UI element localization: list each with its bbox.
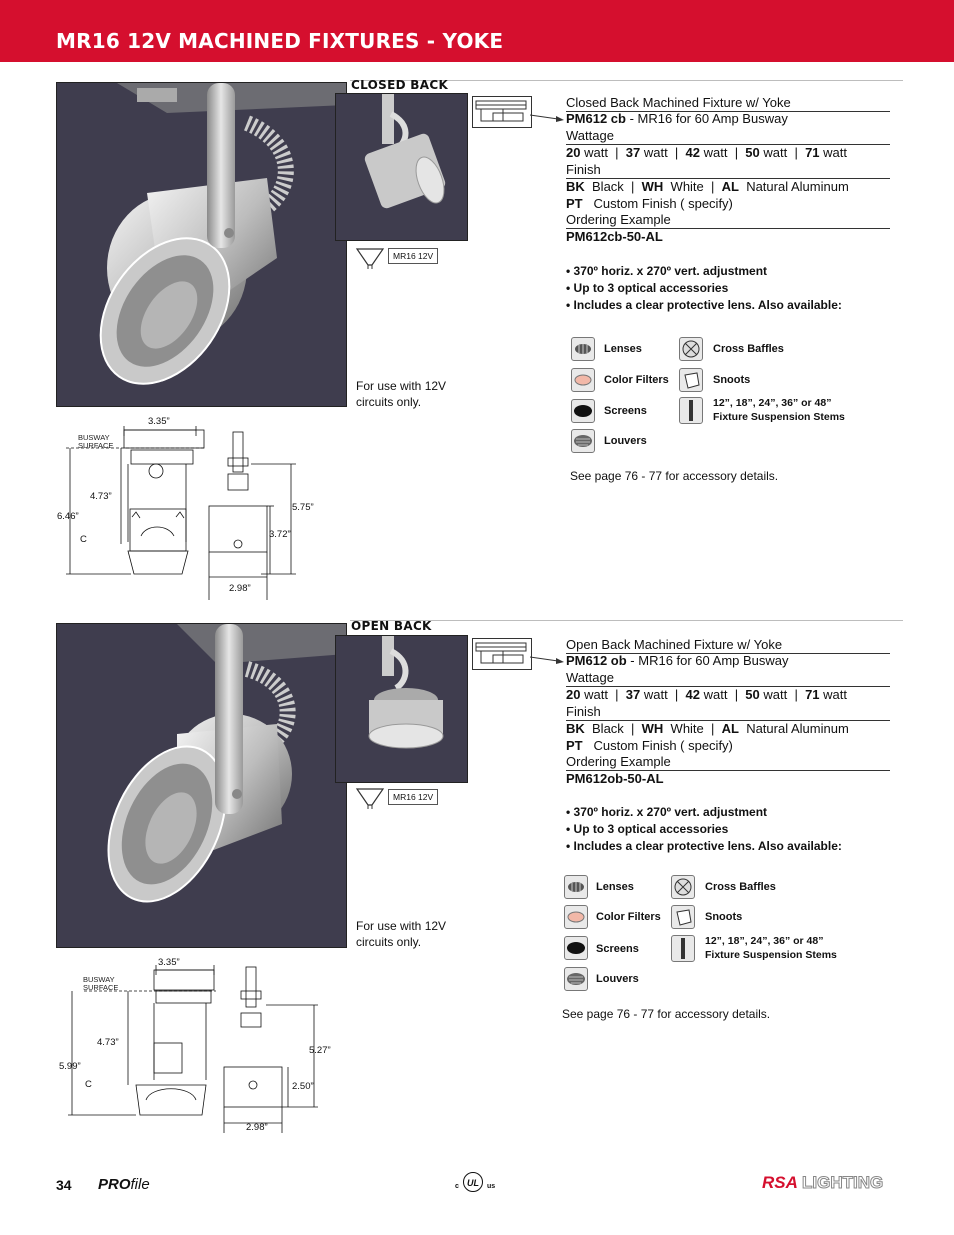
- finish-label: Finish: [566, 704, 890, 721]
- model-line: [566, 111, 890, 127]
- accessory-label-color-filters: Color Filters: [596, 911, 661, 923]
- wattage-value: 37: [625, 687, 641, 702]
- watt-unit: watt: [584, 687, 608, 702]
- stems-line: Fixture Suspension Stems: [713, 411, 845, 423]
- ul-c: c: [455, 1183, 459, 1190]
- snoot-icon: [679, 368, 703, 392]
- finish-name: White: [670, 179, 704, 194]
- page-header: [0, 0, 954, 62]
- finish-name: Natural Aluminum: [746, 179, 849, 194]
- centerline-mark: C: [80, 534, 87, 545]
- track-adapter-icon: [472, 638, 532, 670]
- rsa-lighting-logo: [762, 1173, 883, 1193]
- finish-name: Black: [592, 179, 624, 194]
- fixture-photo: [56, 623, 347, 948]
- feature-item: • Up to 3 optical accessories: [566, 281, 729, 295]
- feature-item: • Includes a clear protective lens. Also available:: [566, 839, 842, 853]
- pointer-arrow-icon: [530, 654, 566, 666]
- ul-us: us: [487, 1183, 496, 1190]
- feature-item: • Includes a clear protective lens. Also available:: [566, 298, 842, 312]
- section-label: OPEN BACK: [351, 619, 432, 633]
- busway-word: BUSWAY: [78, 433, 110, 442]
- see-page-note: See page 76 - 77 for accessory details.: [570, 469, 779, 483]
- feature-item: • 370º horiz. x 270º vert. adjustment: [566, 264, 768, 278]
- accessory-label-screens: Screens: [596, 943, 639, 955]
- louver-icon: [564, 967, 588, 991]
- watt-unit: watt: [703, 145, 728, 160]
- ordering-label: Ordering Example: [566, 754, 890, 771]
- accessory-label-cross-baffles: Cross Baffles: [705, 881, 776, 893]
- finish-name: Natural Aluminum: [746, 721, 849, 736]
- finish-custom: [566, 738, 890, 754]
- lamp-icon: [355, 245, 385, 269]
- color-filter-icon: [571, 368, 595, 392]
- feature-item: • 370º horiz. x 270º vert. adjustment: [566, 805, 768, 819]
- busway-surface-label: [83, 976, 118, 992]
- ordering-example: PM612ob-50-AL: [566, 771, 664, 786]
- wattage-value: 37: [625, 145, 641, 160]
- finish-code: PT: [566, 196, 583, 211]
- accessory-label-lenses: Lenses: [596, 881, 634, 893]
- screen-icon: [571, 399, 595, 423]
- wattage-value: 50: [745, 145, 760, 160]
- dim-side-width: 2.98”: [246, 1122, 268, 1133]
- use-note: [356, 918, 446, 950]
- dim-side-height: 5.75”: [292, 502, 314, 513]
- screen-icon: [564, 936, 588, 960]
- watt-unit: watt: [823, 145, 847, 160]
- profile-logo-part: PRO: [98, 1176, 131, 1193]
- accessory-label-louvers: Louvers: [604, 435, 647, 447]
- finish-name: White: [670, 721, 704, 736]
- busway-surface-label: [78, 434, 113, 450]
- accessory-label-snoots: Snoots: [705, 911, 743, 923]
- dim-height-overall: 6.46”: [57, 511, 79, 522]
- profile-logo: [98, 1176, 150, 1193]
- finish-name: Black: [592, 721, 624, 736]
- finish-code: WH: [641, 721, 664, 736]
- accessory-label-snoots: Snoots: [713, 374, 751, 386]
- use-note-line: circuits only.: [356, 935, 422, 949]
- lamp-type-label: MR16 12V: [388, 248, 438, 264]
- feature-item: • Up to 3 optical accessories: [566, 822, 729, 836]
- model-desc: - MR16 for 60 Amp Busway: [625, 111, 788, 126]
- spec-title: Closed Back Machined Fixture w/ Yoke: [566, 95, 890, 112]
- model-desc: - MR16 for 60 Amp Busway: [626, 653, 789, 668]
- fixture-photo: [56, 82, 347, 407]
- dim-height-overall: 5.99”: [59, 1061, 81, 1072]
- fixture-thumbnail: [335, 635, 468, 783]
- model-code: PM612 ob: [566, 653, 627, 668]
- color-filter-icon: [564, 905, 588, 929]
- section-label: CLOSED BACK: [351, 78, 449, 92]
- brand-lighting: LIGHTING: [802, 1173, 884, 1192]
- profile-logo-part: file: [130, 1176, 150, 1193]
- watt-unit: watt: [763, 687, 788, 702]
- finish-code: BK: [566, 721, 585, 736]
- feature-list: [566, 263, 842, 314]
- cross-baffle-icon: [671, 875, 695, 899]
- finish-name: Custom Finish ( specify): [593, 196, 733, 211]
- finish-code: AL: [721, 721, 739, 736]
- accessory-label-lenses: Lenses: [604, 343, 642, 355]
- stems-line: 12”, 18”, 24”, 36” or 48”: [705, 935, 824, 947]
- accessory-label-cross-baffles: Cross Baffles: [713, 343, 784, 355]
- fixture-thumbnail: [335, 93, 468, 241]
- spec-title: Open Back Machined Fixture w/ Yoke: [566, 637, 890, 654]
- stems-line: 12”, 18”, 24”, 36” or 48”: [713, 397, 832, 409]
- spec-block: [566, 95, 890, 245]
- louver-icon: [571, 429, 595, 453]
- ordering-example: PM612cb-50-AL: [566, 229, 663, 244]
- page-title: MR16 12V MACHINED FIXTURES - YOKE: [56, 29, 504, 53]
- finish-options: BK Black | WH White | AL Natural Aluminum: [566, 179, 849, 194]
- finish-code: BK: [566, 179, 585, 194]
- wattage-options: 20 watt | 37 watt | 42 watt | 50 watt | 71 watt: [566, 145, 847, 160]
- wattage-options: 20 watt | 37 watt | 42 watt | 50 watt | 71 watt: [566, 687, 847, 702]
- spec-block: [566, 637, 890, 787]
- accessory-label-stems: [713, 396, 845, 424]
- use-note-line: circuits only.: [356, 395, 422, 409]
- use-note-line: For use with 12V: [356, 919, 447, 933]
- feature-list: [566, 804, 842, 855]
- surface-word: SURFACE: [78, 441, 114, 450]
- dim-width: 3.35”: [148, 416, 170, 427]
- wattage-value: 71: [805, 687, 820, 702]
- wattage-label: Wattage: [566, 670, 890, 687]
- lamp-type-label: MR16 12V: [388, 789, 438, 805]
- suspension-stem-icon: [671, 935, 695, 962]
- finish-code: PT: [566, 738, 583, 753]
- brand-rsa: RSA: [762, 1173, 798, 1192]
- finish-options: BK Black | WH White | AL Natural Aluminum: [566, 721, 849, 736]
- watt-unit: watt: [643, 687, 668, 702]
- lens-icon: [571, 337, 595, 361]
- finish-label: Finish: [566, 162, 890, 179]
- track-adapter-icon: [472, 96, 532, 128]
- watt-unit: watt: [823, 687, 847, 702]
- wattage-label: Wattage: [566, 128, 890, 145]
- ul-listed-mark: [455, 1172, 501, 1194]
- watt-unit: watt: [763, 145, 788, 160]
- dim-side-body: 3.72”: [269, 529, 291, 540]
- section-divider: [350, 620, 903, 621]
- model-code: PM612 cb: [566, 111, 626, 126]
- accessory-label-stems: [705, 934, 837, 962]
- use-note-line: For use with 12V: [356, 379, 447, 393]
- watt-unit: watt: [643, 145, 668, 160]
- busway-word: BUSWAY: [83, 975, 115, 984]
- pointer-arrow-icon: [530, 112, 566, 124]
- wattage-value: 42: [685, 145, 700, 160]
- finish-name: Custom Finish ( specify): [593, 738, 733, 753]
- suspension-stem-icon: [679, 397, 703, 424]
- surface-word: SURFACE: [83, 983, 119, 992]
- ul-circle: UL: [463, 1172, 483, 1192]
- snoot-icon: [671, 905, 695, 929]
- wattage-value: 20: [566, 687, 581, 702]
- dim-side-body: 2.50”: [292, 1081, 314, 1092]
- wattage-value: 71: [805, 145, 820, 160]
- wattage-value: 20: [566, 145, 581, 160]
- finish-code: WH: [641, 179, 664, 194]
- dim-height-yoke: 4.73”: [90, 491, 112, 502]
- lens-icon: [564, 875, 588, 899]
- ordering-label: Ordering Example: [566, 212, 890, 229]
- watt-unit: watt: [703, 687, 728, 702]
- lamp-icon: [355, 785, 385, 809]
- model-line: [566, 653, 890, 669]
- accessory-label-screens: Screens: [604, 405, 647, 417]
- see-page-note: See page 76 - 77 for accessory details.: [562, 1007, 771, 1021]
- dim-side-width: 2.98”: [229, 583, 251, 594]
- accessory-label-louvers: Louvers: [596, 973, 639, 985]
- stems-line: Fixture Suspension Stems: [705, 949, 837, 961]
- cross-baffle-icon: [679, 337, 703, 361]
- finish-code: AL: [721, 179, 739, 194]
- wattage-value: 50: [745, 687, 760, 702]
- wattage-value: 42: [685, 687, 700, 702]
- dim-side-height: 5.27”: [309, 1045, 331, 1056]
- dim-width: 3.35”: [158, 957, 180, 968]
- watt-unit: watt: [584, 145, 608, 160]
- centerline-mark: C: [85, 1079, 92, 1090]
- use-note: [356, 378, 446, 410]
- accessory-label-color-filters: Color Filters: [604, 374, 669, 386]
- finish-custom: [566, 196, 890, 212]
- page-number: 34: [56, 1177, 72, 1193]
- dim-height-yoke: 4.73”: [97, 1037, 119, 1048]
